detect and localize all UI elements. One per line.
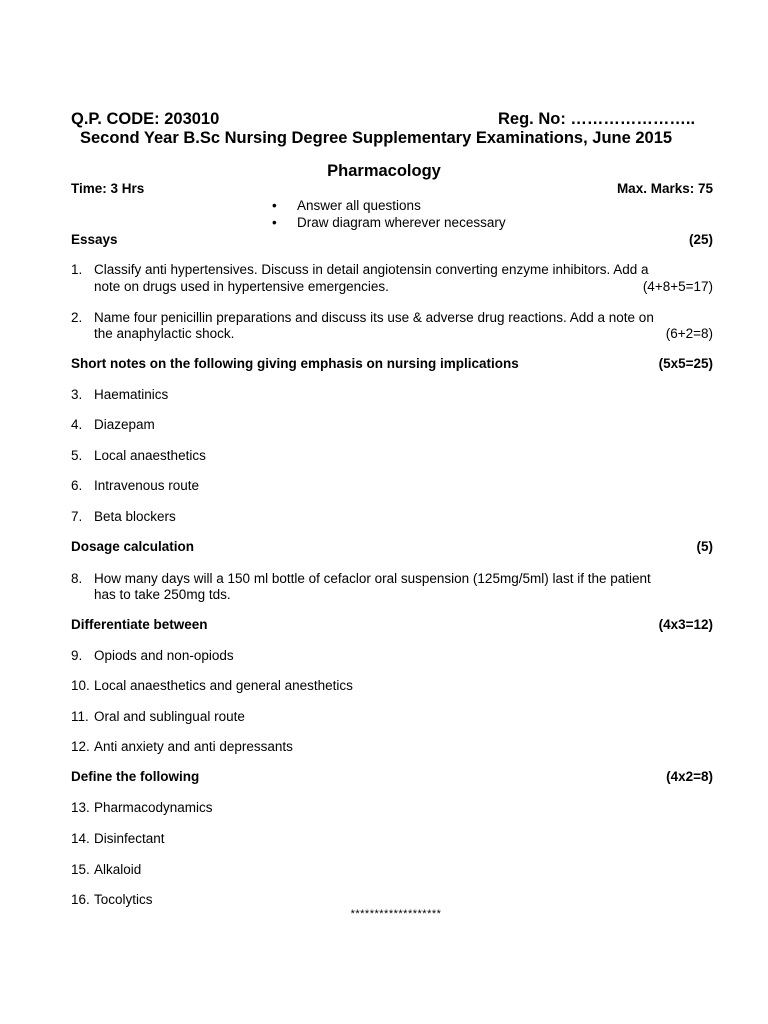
question-text: Anti anxiety and anti depressants	[94, 739, 293, 754]
question-number: 8.	[71, 571, 83, 586]
instruction-text: Answer all questions	[297, 198, 421, 213]
question-text: Name four penicillin preparations and discuss its use & adverse drug reactions. Add a note on	[94, 310, 654, 325]
question-text: note on drugs used in hypertensive emergencies.	[94, 279, 389, 294]
question-text: Local anaesthetics	[94, 448, 206, 463]
question-text: the anaphylactic shock.	[94, 326, 235, 341]
section-title-differentiate: Differentiate between	[71, 617, 208, 632]
question-text: Beta blockers	[94, 509, 176, 524]
question-number: 7.	[71, 509, 83, 524]
section-marks-dosage: (5)	[696, 539, 713, 554]
question-number: 2.	[71, 310, 83, 325]
section-title-define: Define the following	[71, 769, 200, 784]
section-marks-differentiate: (4x3=12)	[658, 617, 713, 632]
reg-no: Reg. No: …………………..	[498, 110, 696, 128]
question-marks: (4+8+5=17)	[642, 279, 713, 294]
question-text: How many days will a 150 ml bottle of cefaclor oral suspension (125mg/5ml) last if the patient	[94, 571, 651, 586]
section-title-dosage: Dosage calculation	[71, 539, 195, 554]
question-text: Classify anti hypertensives. Discuss in detail angiotensin converting enzyme inhibitors. Add a	[94, 262, 649, 277]
question-number: 3.	[71, 387, 83, 402]
time-label: Time: 3 Hrs	[71, 181, 145, 196]
question-text: Diazepam	[94, 417, 155, 432]
end-of-paper-stars: *******************	[350, 908, 442, 920]
question-text: Pharmacodynamics	[94, 800, 213, 815]
question-number: 11.	[71, 709, 89, 724]
question-number: 5.	[71, 448, 83, 463]
question-number: 10.	[71, 678, 90, 693]
section-title-essays: Essays	[71, 232, 118, 247]
question-number: 13.	[71, 800, 90, 815]
question-text: has to take 250mg tds.	[94, 587, 231, 602]
question-text: Alkaloid	[94, 862, 142, 877]
question-marks: (6+2=8)	[665, 326, 713, 341]
question-number: 16.	[71, 892, 90, 907]
question-number: 12.	[71, 739, 90, 754]
instruction-text: Draw diagram wherever necessary	[297, 215, 506, 230]
question-text: Opiods and non-opiods	[94, 648, 234, 663]
subject-title: Pharmacology	[327, 162, 441, 180]
question-text: Haematinics	[94, 387, 169, 402]
bullet-icon: •	[272, 198, 277, 213]
question-number: 9.	[71, 648, 83, 663]
section-marks-short-notes: (5x5=25)	[658, 356, 713, 371]
bullet-icon: •	[272, 215, 277, 230]
question-text: Intravenous route	[94, 478, 200, 493]
question-text: Disinfectant	[94, 831, 165, 846]
question-number: 15.	[71, 862, 90, 877]
question-text: Local anaesthetics and general anesthetics	[94, 678, 353, 693]
question-number: 6.	[71, 478, 83, 493]
instruction-item	[272, 198, 277, 214]
question-text: Tocolytics	[94, 892, 153, 907]
exam-title: Second Year B.Sc Nursing Degree Supplementary Examinations, June 2015	[80, 129, 673, 147]
max-marks: Max. Marks: 75	[616, 181, 713, 196]
question-number: 1.	[71, 262, 83, 277]
question-text: Oral and sublingual route	[94, 709, 245, 724]
section-title-short-notes: Short notes on the following giving emphasis on nursing implications	[71, 356, 519, 371]
question-number: 4.	[71, 417, 83, 432]
qp-code: Q.P. CODE: 203010	[71, 110, 220, 128]
question-number: 14.	[71, 831, 90, 846]
section-marks-essays: (25)	[688, 232, 713, 247]
section-marks-define: (4x2=8)	[666, 769, 713, 784]
instruction-item	[272, 215, 277, 231]
